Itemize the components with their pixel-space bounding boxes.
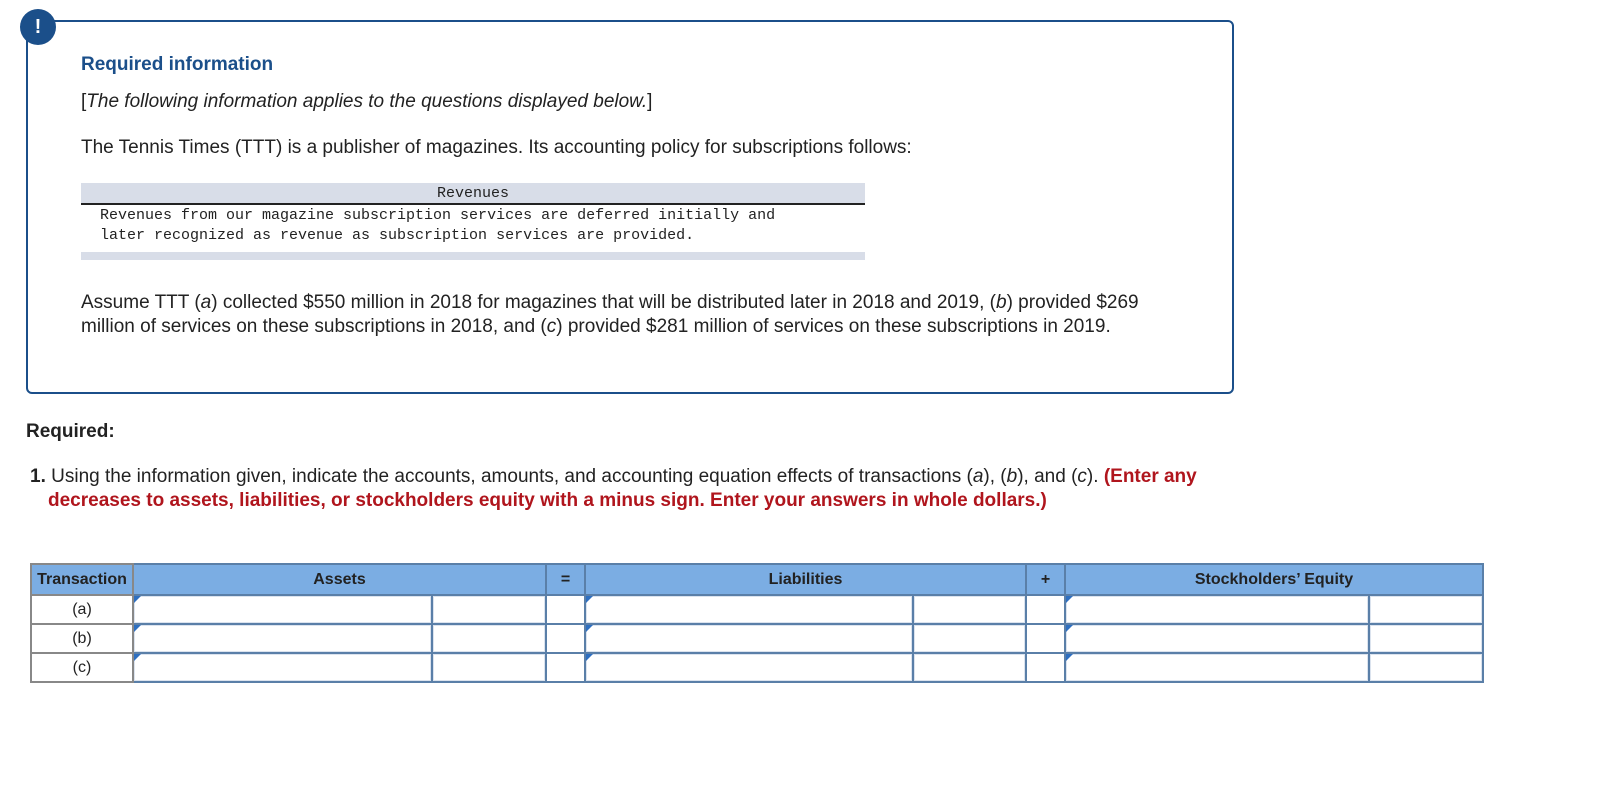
plus-cell: [1026, 624, 1065, 653]
liabilities-amount-input[interactable]: [913, 595, 1026, 624]
question-a: a: [972, 466, 984, 487]
dropdown-marker-icon: [1066, 625, 1073, 632]
assume-part-3: ) provided $269 million of services on these subscriptions in 2018, and (: [81, 292, 1139, 337]
header-equals: =: [546, 564, 585, 595]
header-transaction: Transaction: [31, 564, 133, 595]
assets-account-select[interactable]: [133, 653, 432, 682]
table-row: [31, 595, 1483, 624]
equity-amount-input[interactable]: [1369, 624, 1483, 653]
question-part-2: ), (: [983, 466, 1007, 487]
dropdown-marker-icon: [586, 625, 593, 632]
policy-footer-bar: [81, 252, 865, 260]
assume-b: b: [995, 292, 1007, 313]
assume-part-4: ) provided $281 million of services on these subscriptions in 2019.: [556, 315, 1111, 337]
liabilities-amount-input[interactable]: [913, 653, 1026, 682]
assets-account-select[interactable]: [133, 624, 432, 653]
header-liabilities: Liabilities: [585, 564, 1026, 595]
alert-icon: !: [20, 9, 56, 45]
question-1: [30, 465, 1230, 512]
header-plus: +: [1026, 564, 1065, 595]
assets-amount-input[interactable]: [432, 595, 546, 624]
required-information-title: Required information: [81, 54, 274, 75]
question-part-1: Using the information given, indicate the accounts, amounts, and accounting equation effects of transactions (: [45, 466, 973, 487]
liabilities-amount-input[interactable]: [913, 624, 1026, 653]
question-part-3: ), and (: [1017, 466, 1078, 487]
dropdown-marker-icon: [134, 625, 141, 632]
row-label: (c): [31, 653, 133, 682]
intro-text: The Tennis Times (TTT) is a publisher of magazines. Its accounting policy for subscriptions follows:: [81, 137, 912, 158]
accounting-equation-table: [30, 563, 1484, 683]
equity-amount-input[interactable]: [1369, 595, 1483, 624]
info-note: [81, 91, 652, 113]
row-label: (b): [31, 624, 133, 653]
equals-cell: [546, 624, 585, 653]
equals-cell: [546, 653, 585, 682]
assets-amount-input[interactable]: [432, 624, 546, 653]
equals-cell: [546, 595, 585, 624]
equity-account-select[interactable]: [1065, 624, 1369, 653]
dropdown-marker-icon: [1066, 654, 1073, 661]
table-row: [31, 624, 1483, 653]
question-instruction: (Enter any decreases to assets, liabilities, or stockholders equity with a minus sign. Enter your answers in whole dollars.): [48, 466, 1197, 511]
question-number: 1.: [30, 466, 46, 487]
header-stockholders-equity: Stockholders’ Equity: [1065, 564, 1483, 595]
policy-heading: Revenues: [81, 183, 865, 205]
header-assets: Assets: [133, 564, 546, 595]
assume-part-1: Assume TTT (: [81, 292, 201, 313]
assume-c: c: [546, 315, 557, 337]
equity-account-select[interactable]: [1065, 595, 1369, 624]
equity-account-select[interactable]: [1065, 653, 1369, 682]
liabilities-account-select[interactable]: [585, 653, 913, 682]
dropdown-marker-icon: [134, 654, 141, 661]
note-open-bracket: [: [81, 91, 87, 112]
required-heading: Required:: [26, 421, 115, 442]
assume-a: a: [200, 292, 212, 313]
assets-amount-input[interactable]: [432, 653, 546, 682]
question-c: c: [1077, 466, 1087, 487]
policy-block: [81, 183, 865, 260]
assume-part-2: ) collected $550 million in 2018 for magazines that will be distributed later in 2018 and 2019, (: [211, 292, 996, 313]
equity-amount-input[interactable]: [1369, 653, 1483, 682]
liabilities-account-select[interactable]: [585, 624, 913, 653]
dropdown-marker-icon: [586, 596, 593, 603]
plus-cell: [1026, 653, 1065, 682]
plus-cell: [1026, 595, 1065, 624]
row-label: (a): [31, 595, 133, 624]
liabilities-account-select[interactable]: [585, 595, 913, 624]
dropdown-marker-icon: [586, 654, 593, 661]
question-b: b: [1006, 466, 1018, 487]
assumption-text: [81, 291, 1191, 338]
table-row: [31, 653, 1483, 682]
note-close-bracket: ]: [647, 91, 653, 112]
dropdown-marker-icon: [134, 596, 141, 603]
note-text: The following information applies to the questions displayed below.: [86, 91, 648, 112]
policy-body: Revenues from our magazine subscription services are deferred initially and later recognized as revenue as subscription services are provided.: [100, 207, 776, 244]
question-part-4: ).: [1086, 466, 1104, 487]
assets-account-select[interactable]: [133, 595, 432, 624]
dropdown-marker-icon: [1066, 596, 1073, 603]
